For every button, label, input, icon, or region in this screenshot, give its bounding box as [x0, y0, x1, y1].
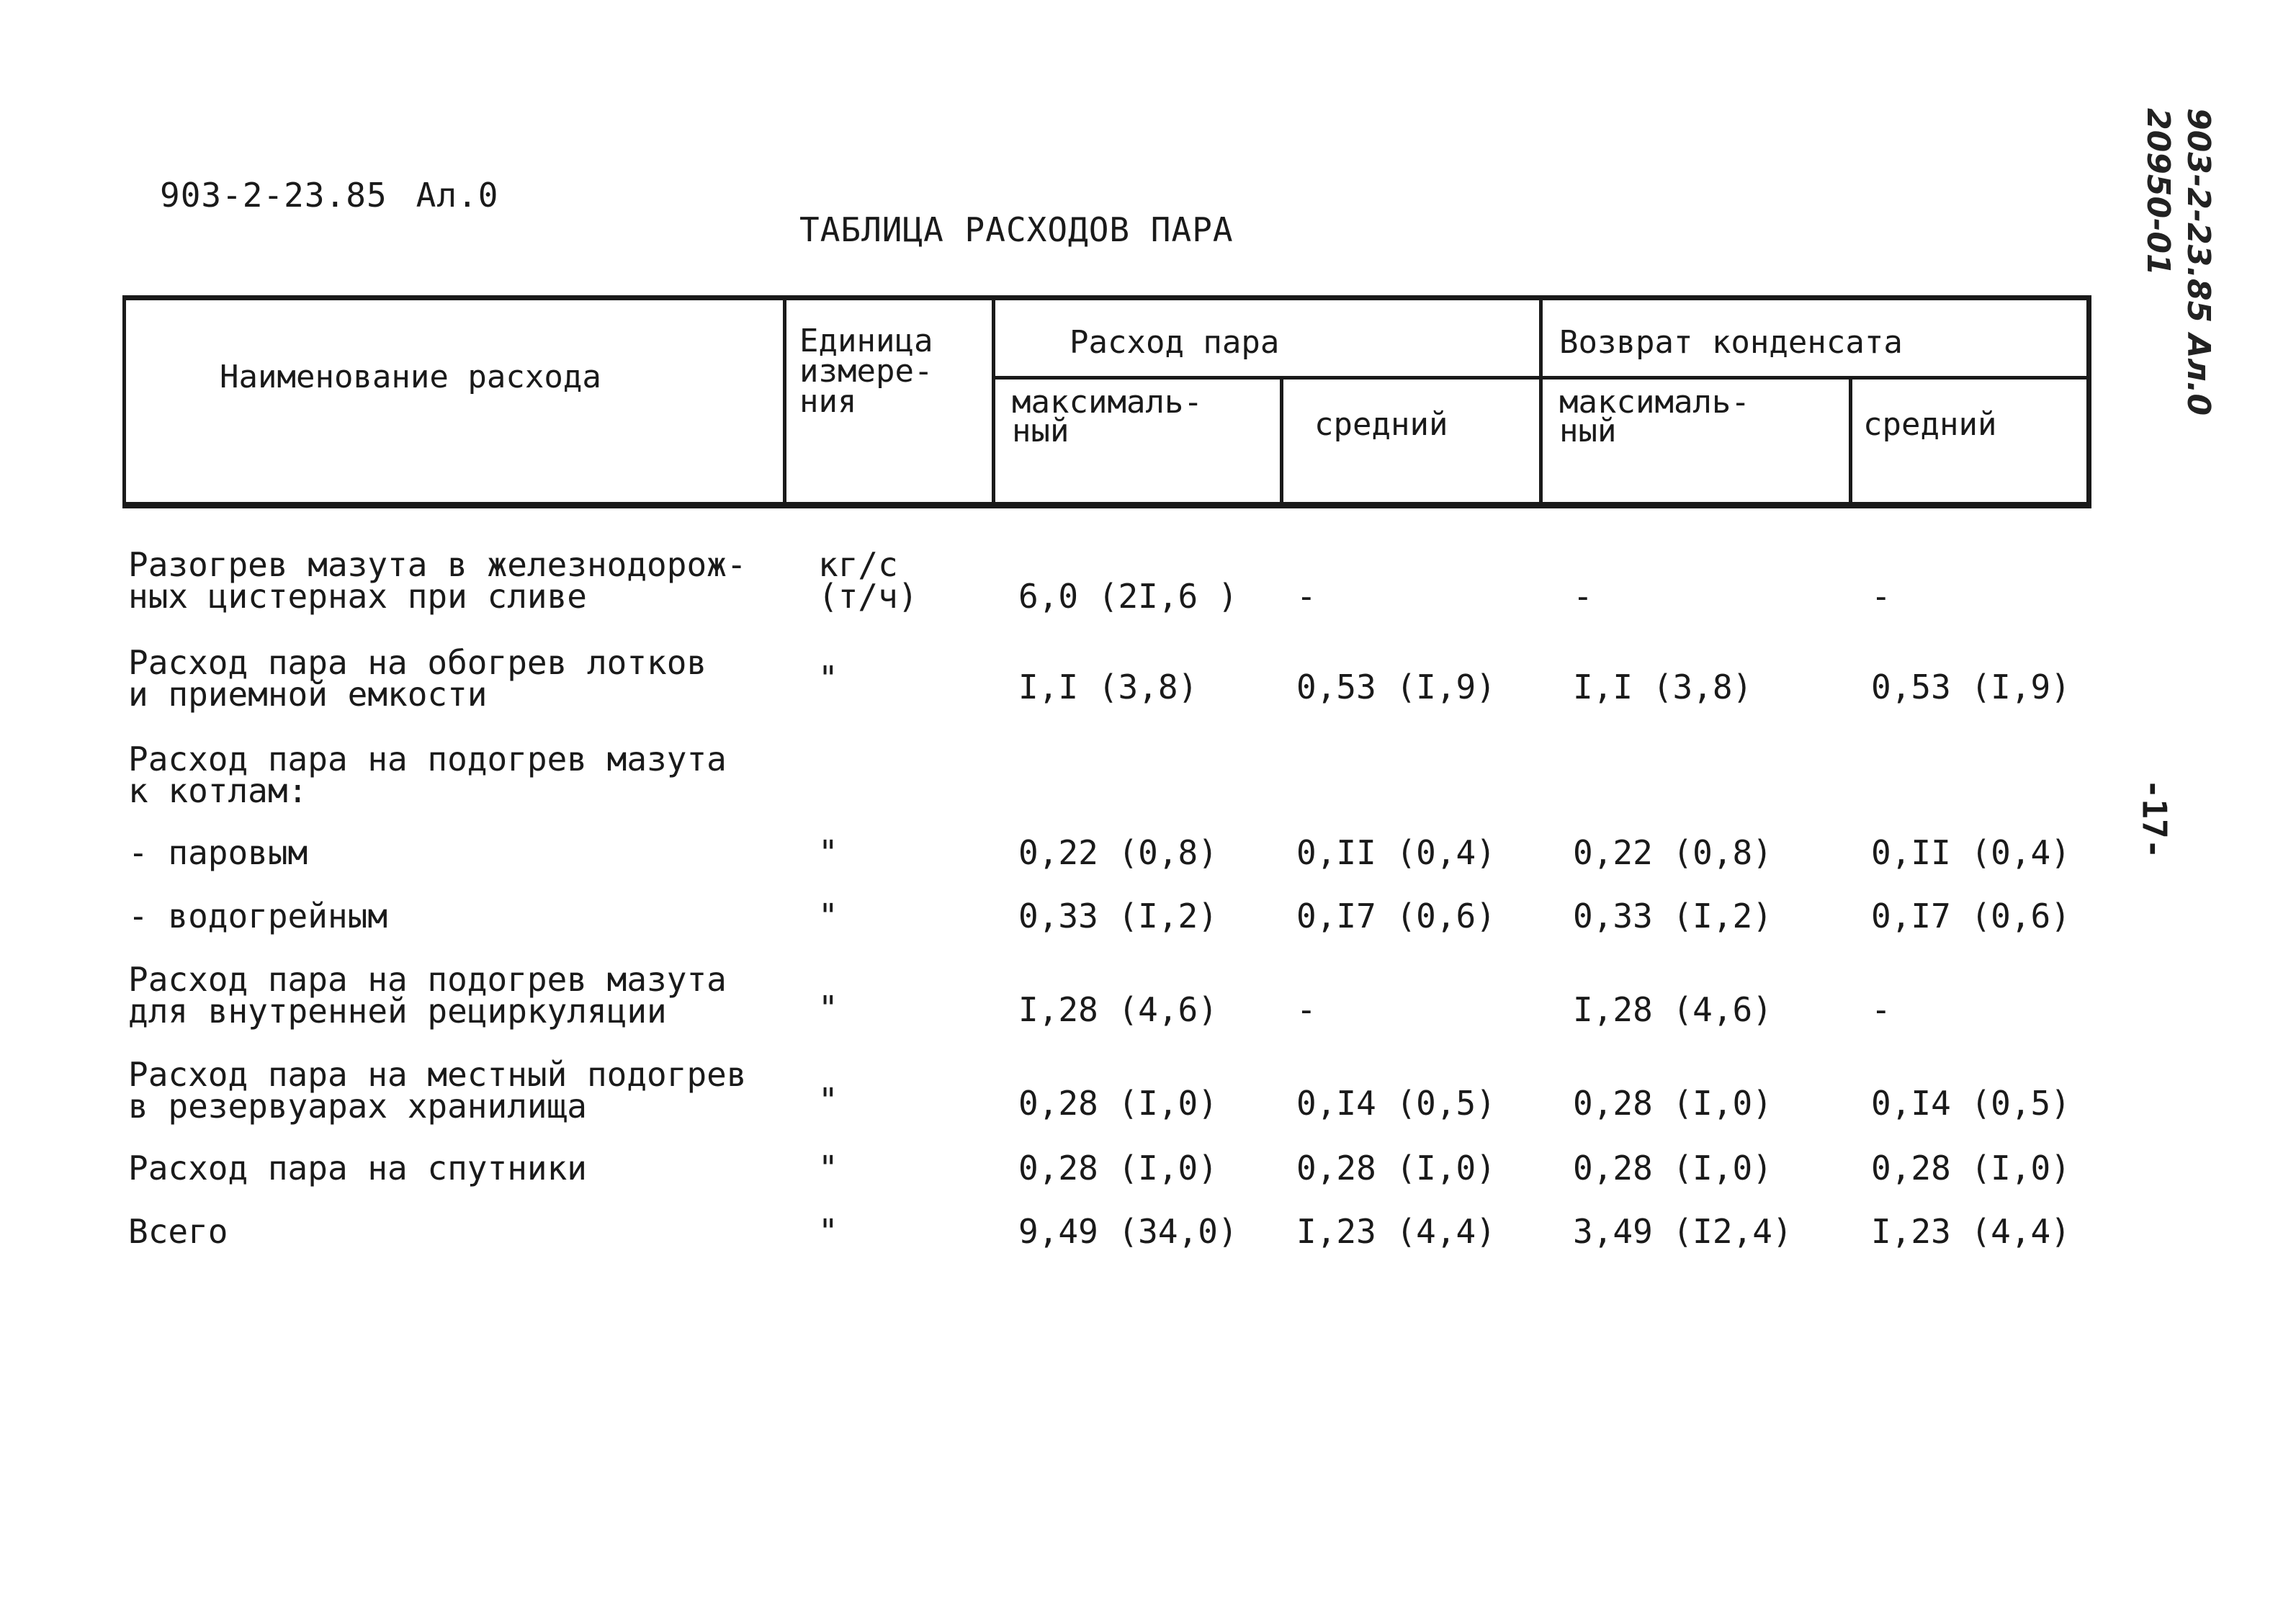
side-stamp-number: 20950-01 — [2140, 108, 2176, 276]
steam-avg-value: - — [1296, 577, 1317, 616]
row-unit: кг/с (т/ч) — [818, 545, 918, 616]
condensate-avg-value: 0,53 (I,9) — [1871, 668, 2071, 706]
condensate-max-value: 3,49 (I2,4) — [1573, 1212, 1793, 1251]
row-name: Всего — [128, 1212, 228, 1251]
steam-avg-value: 0,I4 (0,5) — [1296, 1084, 1496, 1123]
row-name: Расход пара на подогрев мазута к котлам: — [128, 740, 727, 810]
row-unit: " — [818, 989, 838, 1028]
column-header-condensate: Возврат конденсата — [1559, 324, 1903, 361]
steam-avg-value: 0,I7 (0,6) — [1296, 897, 1496, 935]
row-unit: " — [818, 897, 838, 935]
row-unit: " — [818, 1212, 838, 1251]
condensate-avg-value: 0,I7 (0,6) — [1871, 897, 2071, 935]
column-header-unit: Единица измере- ния — [799, 323, 933, 420]
page-title: ТАБЛИЦА РАСХОДОВ ПАРА — [799, 210, 1234, 249]
steam-avg-value: - — [1296, 990, 1317, 1029]
condensate-avg-value: 0,I4 (0,5) — [1871, 1084, 2071, 1123]
document-number: 903-2-23.85 — [160, 176, 387, 215]
sheet-label: Ал.0 — [416, 176, 499, 215]
row-name: - паровым — [128, 833, 308, 872]
row-name: Разогрев мазута в железнодорож- ных цистернах при сливе — [128, 545, 747, 616]
column-header-steam-avg: средний — [1314, 406, 1448, 443]
side-stamp — [2132, 108, 2218, 439]
steam-avg-value: I,23 (4,4) — [1296, 1212, 1496, 1251]
column-header-cond-avg: средний — [1863, 406, 1997, 443]
table-header — [122, 295, 2091, 508]
steam-max-value: 6,0 (2I,6 ) — [1018, 577, 1238, 616]
condensate-max-value: I,28 (4,6) — [1573, 990, 1772, 1029]
row-unit: " — [818, 659, 838, 698]
divider — [992, 376, 2086, 380]
steam-max-value: 0,22 (0,8) — [1018, 833, 1218, 872]
condensate-max-value: I,I (3,8) — [1573, 668, 1753, 706]
row-unit: " — [818, 833, 838, 872]
steam-avg-value: 0,II (0,4) — [1296, 833, 1496, 872]
steam-max-value: 0,28 (I,0) — [1018, 1149, 1218, 1188]
steam-avg-value: 0,28 (I,0) — [1296, 1149, 1496, 1188]
condensate-max-value: - — [1573, 577, 1593, 616]
column-header-steam: Расход пара — [1069, 324, 1280, 361]
row-name: Расход пара на местный подогрев в резервуарах хранилища — [128, 1055, 747, 1126]
column-header-steam-max: максималь- ный — [1012, 384, 1203, 449]
divider — [1280, 380, 1283, 502]
row-unit: " — [818, 1149, 838, 1188]
steam-max-value: 0,28 (I,0) — [1018, 1084, 1218, 1123]
document-code — [160, 176, 498, 215]
steam-max-value: I,28 (4,6) — [1018, 990, 1218, 1029]
condensate-avg-value: - — [1871, 577, 1891, 616]
condensate-max-value: 0,22 (0,8) — [1573, 833, 1772, 872]
row-name: Расход пара на обогрев лотков и приемной емкости — [128, 643, 707, 714]
divider — [1539, 300, 1543, 502]
condensate-max-value: 0,33 (I,2) — [1573, 897, 1772, 935]
divider — [783, 300, 786, 502]
divider — [992, 300, 995, 502]
column-header-name: Наименование расхода — [220, 359, 601, 395]
condensate-max-value: 0,28 (I,0) — [1573, 1149, 1772, 1188]
steam-max-value: I,I (3,8) — [1018, 668, 1198, 706]
row-name: - водогрейным — [128, 897, 388, 935]
page-number: -17- — [2135, 778, 2174, 859]
row-name: Расход пара на подогрев мазута для внутренней рециркуляции — [128, 960, 727, 1031]
condensate-avg-value: 0,II (0,4) — [1871, 833, 2071, 872]
row-unit: " — [818, 1081, 838, 1120]
steam-max-value: 0,33 (I,2) — [1018, 897, 1218, 935]
condensate-avg-value: - — [1871, 990, 1891, 1029]
condensate-max-value: 0,28 (I,0) — [1573, 1084, 1772, 1123]
side-stamp-code: 903-2-23.85 Ал.0 — [2180, 108, 2217, 416]
row-name: Расход пара на спутники — [128, 1149, 587, 1188]
condensate-avg-value: 0,28 (I,0) — [1871, 1149, 2071, 1188]
condensate-avg-value: I,23 (4,4) — [1871, 1212, 2071, 1251]
divider — [1849, 380, 1852, 502]
steam-avg-value: 0,53 (I,9) — [1296, 668, 1496, 706]
steam-max-value: 9,49 (34,0) — [1018, 1212, 1238, 1251]
column-header-cond-max: максималь- ный — [1559, 384, 1750, 449]
